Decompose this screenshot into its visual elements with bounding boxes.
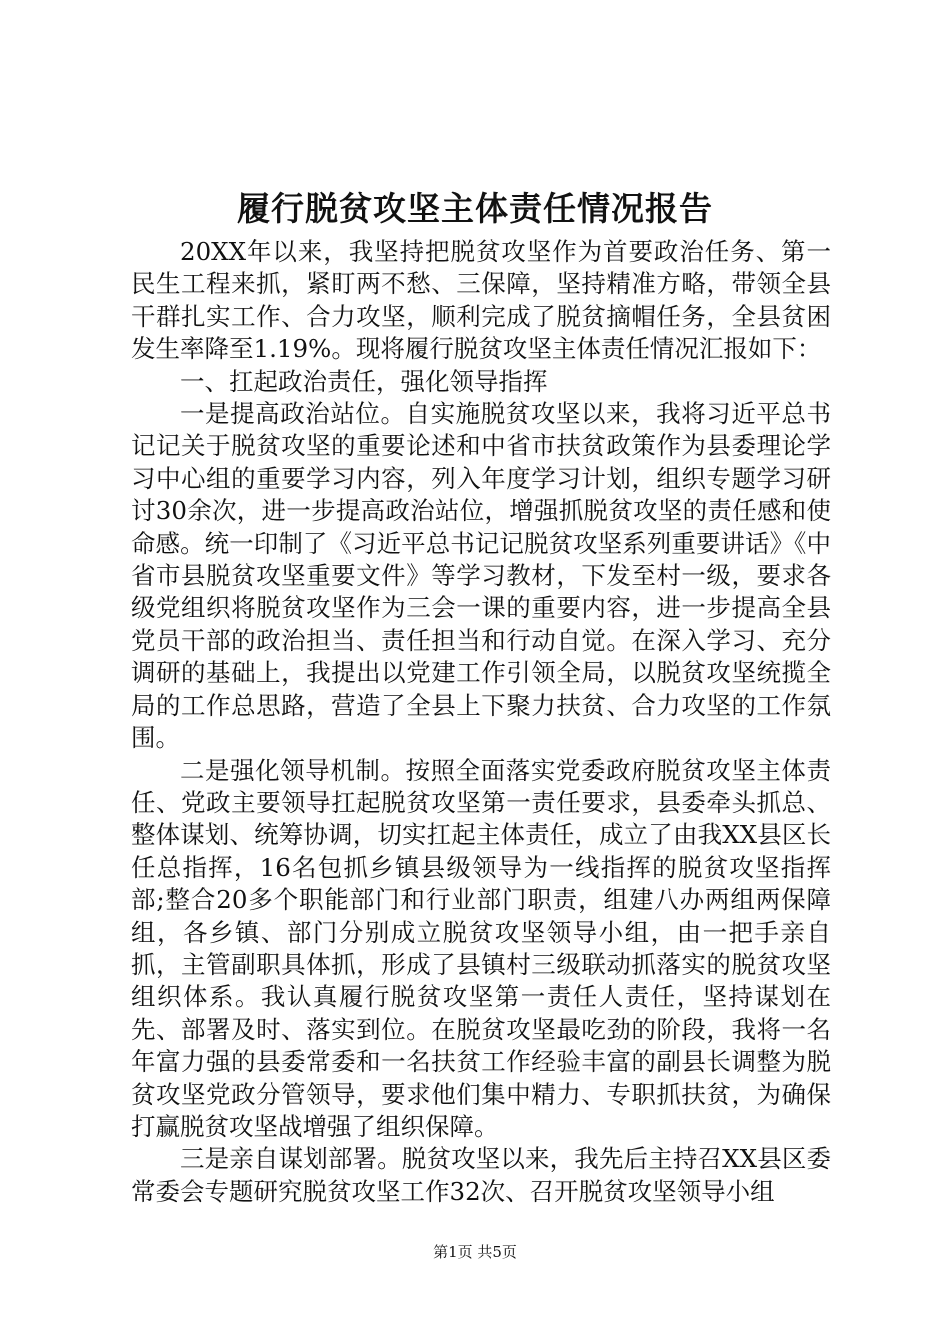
document-body bbox=[131, 236, 831, 1208]
paragraph-political-stance: 一是提高政治站位。自实施脱贫攻坚以来，我将习近平总书记记关于脱贫攻坚的重要论述和中省市扶贫政策作为县委理论学习中心组的重要学习内容，列入年度学习计划，组织专题学习研讨30余次，进一步提高政治站位，增强抓脱贫攻坚的责任感和使命感。统一印制了《习近平总书记记脱贫攻坚系列重要讲话》《中省市县脱贫攻坚重要文件》等学习教材，下发至村一级，要求各级党组织将脱贫攻坚作为三会一课的重要内容，进一步提高全县党员干部的政治担当、责任担当和行动自觉。在深入学习、充分调研的基础上，我提出以党建工作引领全局，以脱贫攻坚统揽全局的工作总思路，营造了全县上下聚力扶贫、合力攻坚的工作氛围。 bbox=[131, 399, 831, 753]
paragraph-leadership-mechanism: 二是强化领导机制。按照全面落实党委政府脱贫攻坚主体责任、党政主要领导扛起脱贫攻坚第一责任要求，县委牵头抓总、整体谋划、统筹协调，切实扛起主体责任，成立了由我XX县区长任总指挥，16名包抓乡镇县级领导为一线指挥的脱贫攻坚指挥部;整合20多个职能部门和行业部门职责，组建八办两组两保障组，各乡镇、部门分别成立脱贫攻坚领导小组，由一把手亲自抓，主管副职具体抓，形成了县镇村三级联动抓落实的脱贫攻坚组织体系。我认真履行脱贫攻坚第一责任人责任，坚持谋划在先、部署及时、落实到位。在脱贫攻坚最吃劲的阶段，我将一名年富力强的县委常委和一名扶贫工作经验丰富的副县长调整为脱贫攻坚党政分管领导，要求他们集中精力、专职抓扶贫，为确保打赢脱贫攻坚战增强了组织保障。 bbox=[131, 755, 831, 1141]
document-title: 履行脱贫攻坚主体责任情况报告 bbox=[237, 189, 713, 228]
page-footer: 第1页 共5页 bbox=[433, 1243, 517, 1261]
paragraph-planning-deployment: 三是亲自谋划部署。脱贫攻坚以来，我先后主持召XX县区委常委会专题研究脱贫攻坚工作32次、召开脱贫攻坚领导小组 bbox=[131, 1144, 831, 1206]
paragraph-intro: 20XX年以来，我坚持把脱贫攻坚作为首要政治任务、第一民生工程来抓，紧盯两不愁、三保障，坚持精准方略，带领全县干群扎实工作、合力攻坚，顺利完成了脱贫摘帽任务，全县贫困发生率降至1.19%。现将履行脱贫攻坚主体责任情况汇报如下： bbox=[131, 237, 831, 364]
section-heading-1: 一、扛起政治责任，强化领导指挥 bbox=[180, 366, 548, 396]
